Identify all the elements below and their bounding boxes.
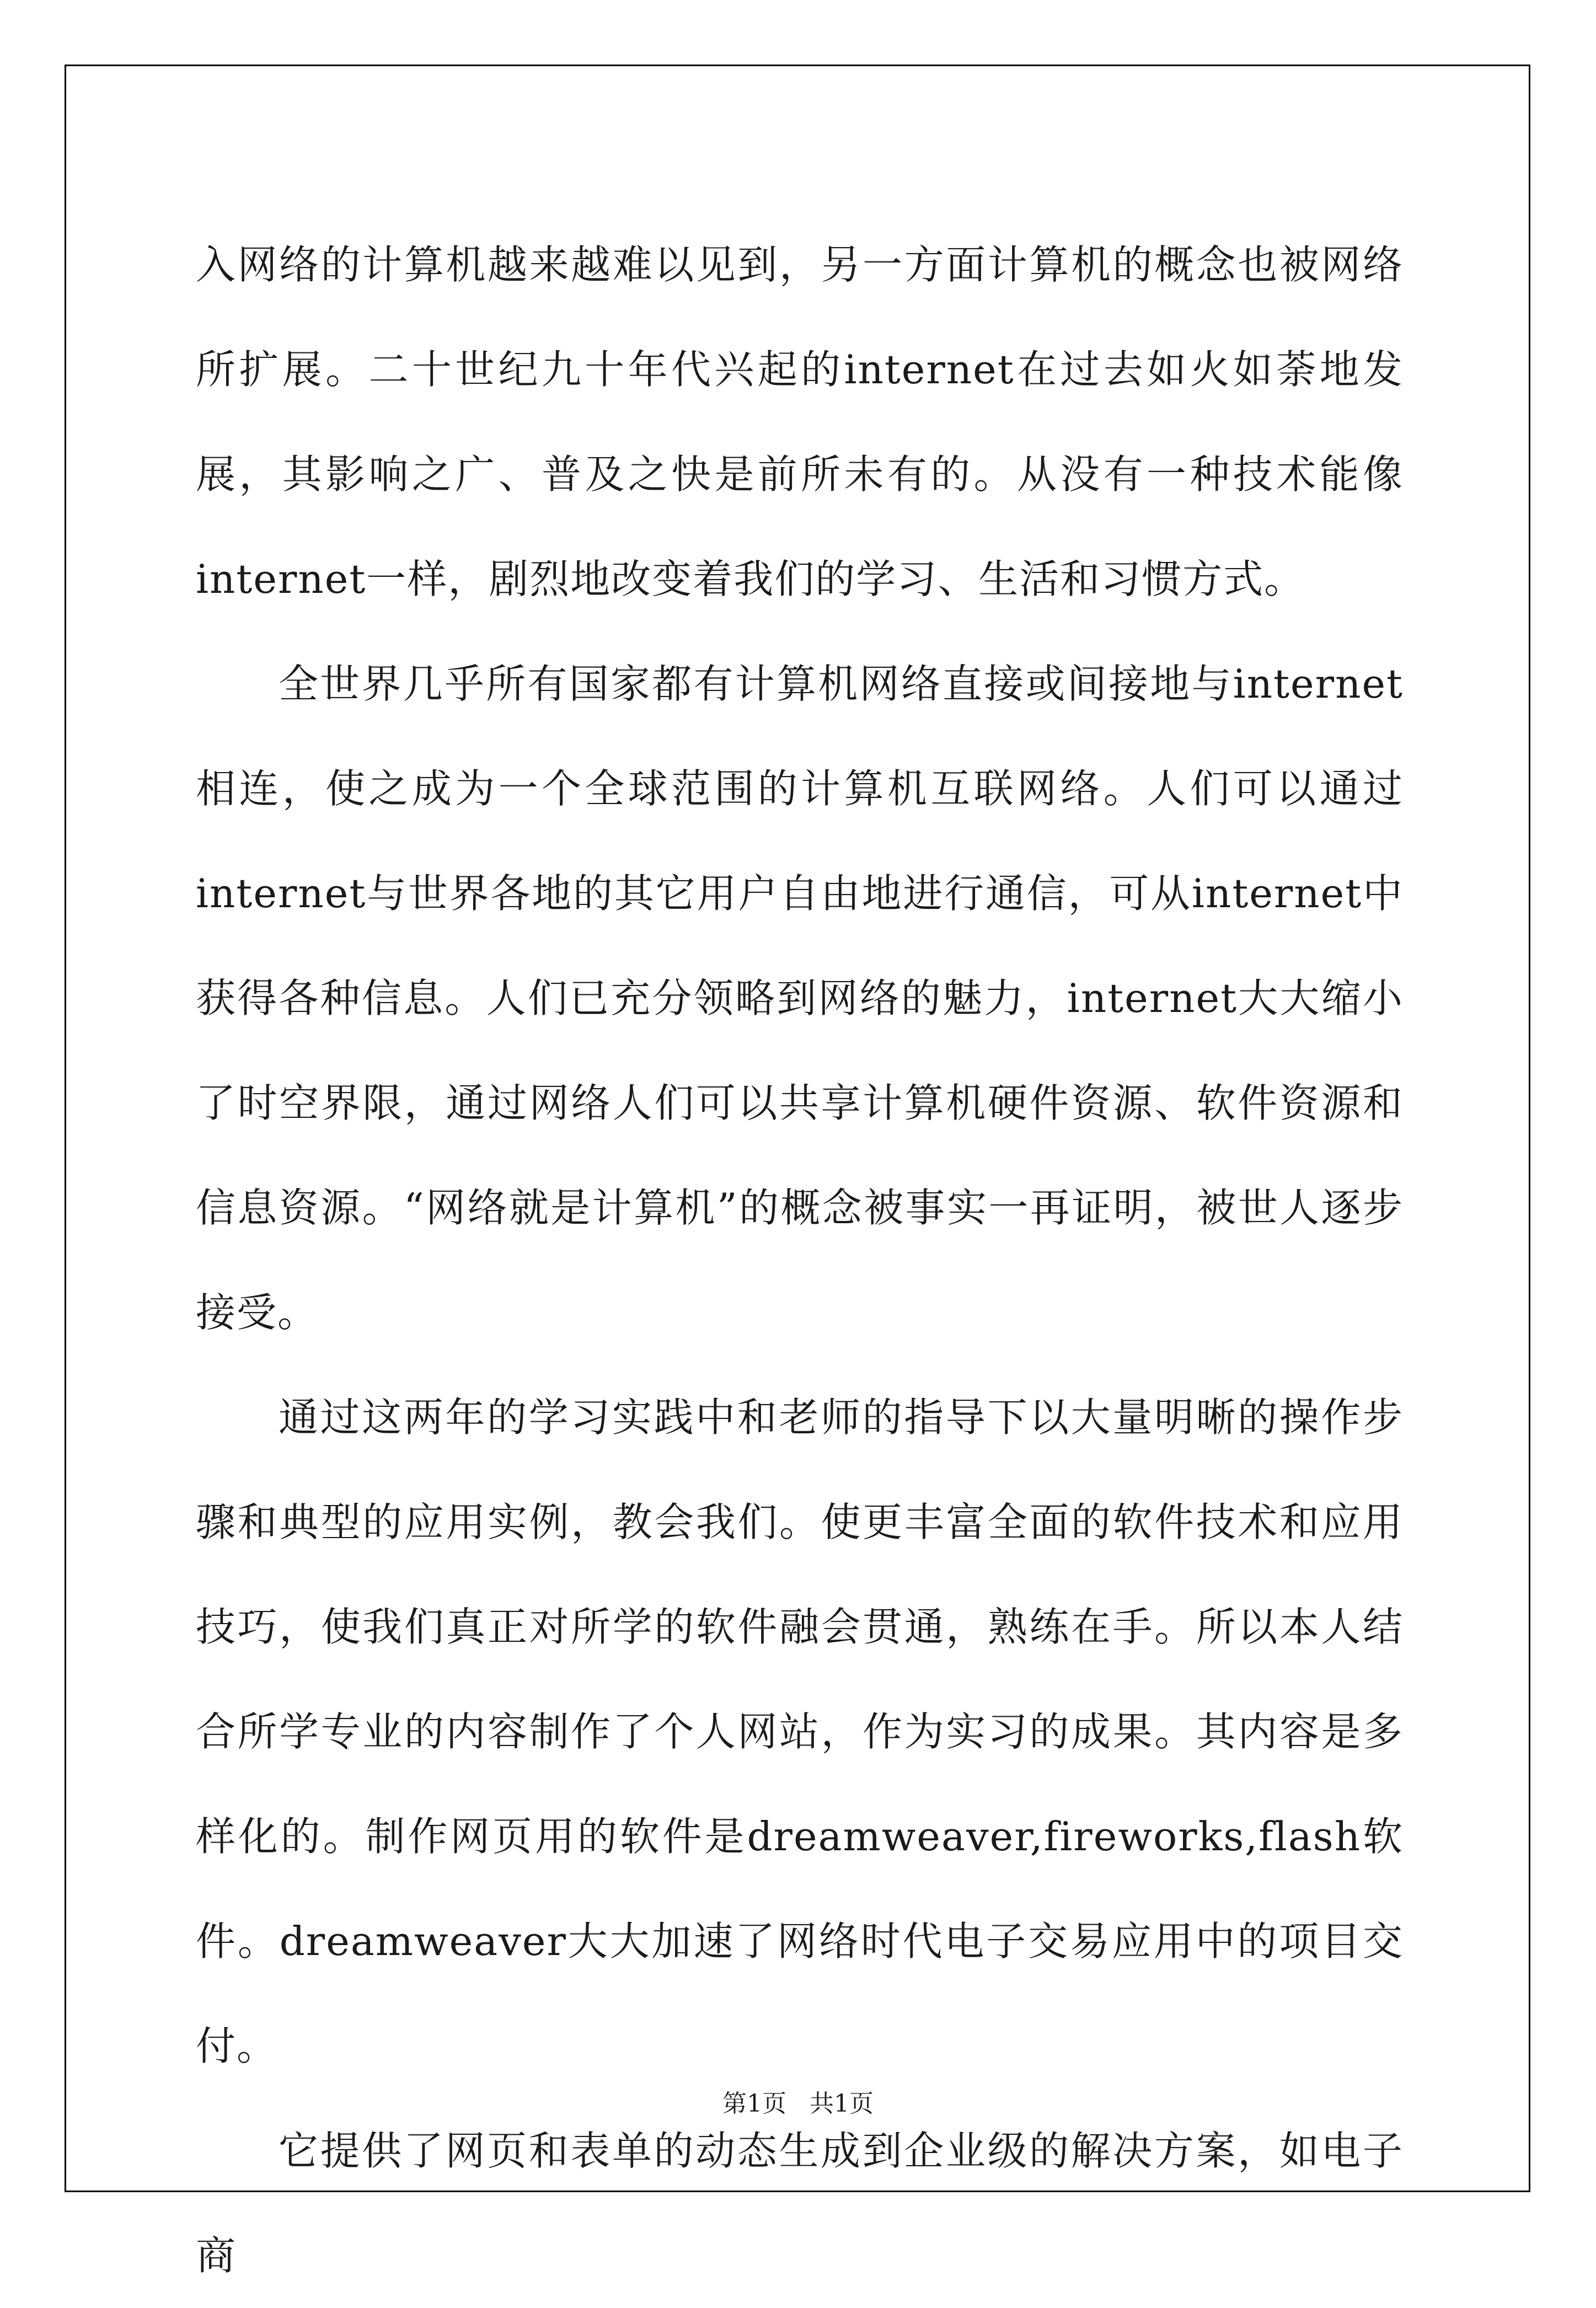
- paragraph-3: 通过这两年的学习实践中和老师的指导下以大量明晰的操作步骤和典型的应用实例，教会我们。使更丰富全面的软件技术和应用技巧，使我们真正对所学的软件融会贯通，熟练在手。所以本人结合所学专业的内容制作了个人网站，作为实习的成果。其内容是多样化的。制作网页用的软件是dreamweaver,fireworks,flash软件。dreamweaver大大加速了网络时代电子交易应用中的项目交付。: [196, 1394, 1404, 2069]
- paragraph-4: 它提供了网页和表单的动态生成到企业级的解决方案，如电子商: [196, 2128, 1404, 2279]
- document-body: [196, 212, 1404, 2308]
- page-footer: 第1页 共1页: [722, 2090, 874, 2118]
- paragraph-2: 全世界几乎所有国家都有计算机网络直接或间接地与internet相连，使之成为一个全球范围的计算机互联网络。人们可以通过internet与世界各地的其它用户自由地进行通信，可从internet中获得各种信息。人们已充分领略到网络的魅力，internet大大缩小了时空界限，通过网络人们可以共享计算机硬件资源、软件资源和信息资源。“网络就是计算机”的概念被事实一再证明，被世人逐步接受。: [196, 661, 1404, 1336]
- paragraph-1: 入网络的计算机越来越难以见到，另一方面计算机的概念也被网络所扩展。二十世纪九十年代兴起的internet在过去如火如荼地发展，其影响之广、普及之快是前所未有的。从没有一种技术能像internet一样，剧烈地改变着我们的学习、生活和习惯方式。: [196, 242, 1404, 602]
